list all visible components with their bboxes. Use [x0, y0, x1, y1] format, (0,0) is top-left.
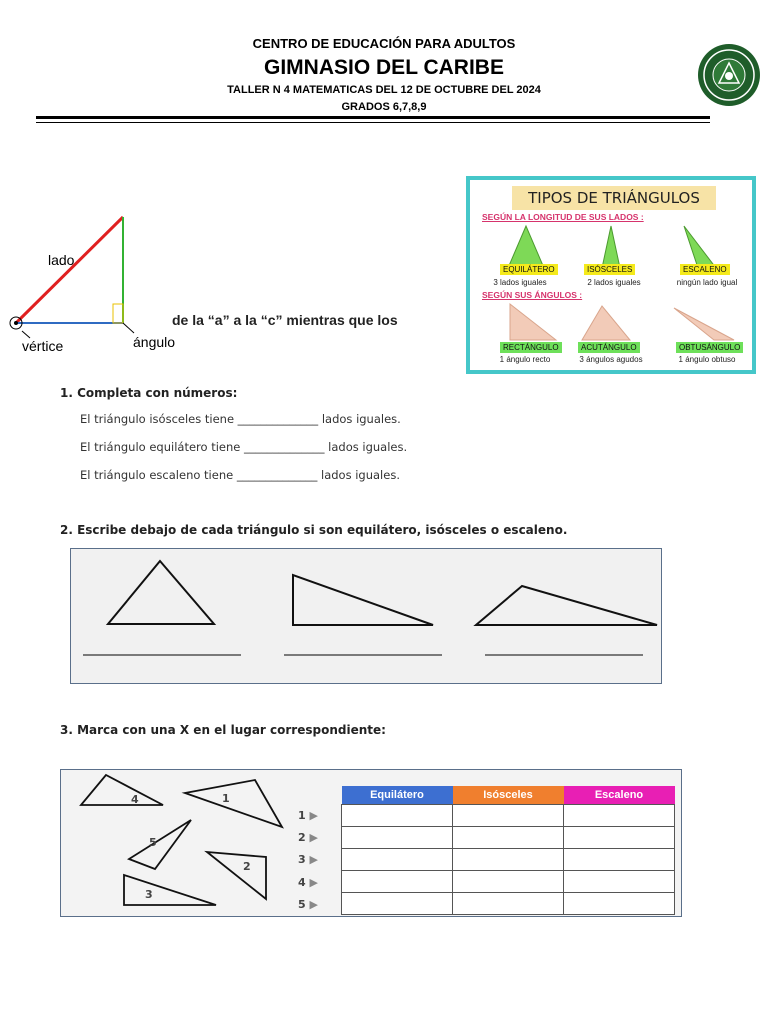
answer-cell[interactable]: [453, 871, 564, 893]
angle-label: ángulo: [133, 334, 176, 350]
row-number-1: 1 ▶: [298, 809, 318, 822]
row-number-5: 5 ▶: [298, 898, 318, 911]
ex3-triangle-4: [81, 775, 163, 805]
tag-acute: ACUTÁNGULO: [578, 342, 640, 353]
table-row: [342, 827, 675, 849]
exercise3-title: 3. Marca con una X en el lugar correspondiente:: [60, 723, 386, 737]
ex3-triangle-label-3: 3: [145, 888, 153, 901]
desc-acute: 3 ángulos agudos: [579, 355, 643, 364]
answer-cell[interactable]: [342, 827, 453, 849]
ex2-triangle-2: [293, 575, 433, 625]
ex3-triangle-label-4: 4: [131, 793, 139, 806]
col-header-isosceles: Isósceles: [453, 786, 564, 805]
answer-cell[interactable]: [564, 871, 675, 893]
col-header-scalene: Escaleno: [564, 786, 675, 805]
poster-by-sides: SEGÚN LA LONGITUD DE SUS LADOS :: [482, 212, 644, 222]
right-triangle-shape: [510, 304, 556, 340]
answer-cell[interactable]: [342, 805, 453, 827]
ex3-triangle-label-5: 5: [149, 836, 157, 849]
desc-obtuse: 1 ángulo obtuso: [678, 355, 736, 364]
obtuse-triangle-shape: [674, 308, 734, 340]
desc-equilateral: 3 lados iguales: [493, 278, 547, 287]
exercise1-line-3: El triángulo escaleno tiene ______________ lados iguales.: [80, 468, 400, 482]
scalene-shape: [684, 226, 716, 268]
exercise2-title: 2. Escribe debajo de cada triángulo si son equilátero, isósceles o escaleno.: [60, 523, 568, 537]
ex2-triangle-1: [108, 561, 214, 624]
ex3-triangle-label-2: 2: [243, 860, 251, 873]
school-logo: [697, 43, 761, 107]
answer-cell[interactable]: [342, 849, 453, 871]
desc-isosceles: 2 lados iguales: [587, 278, 641, 287]
tag-scalene: ESCALENO: [680, 264, 730, 275]
exercise2-panel: [70, 548, 662, 684]
answer-cell[interactable]: [453, 827, 564, 849]
tag-obtuse: OBTUSÁNGULO: [676, 342, 743, 353]
exercise1-line-2: El triángulo equilátero tiene ______________ lados iguales.: [80, 440, 408, 454]
fragment-text: de la “a” a la “c” mientras que los: [172, 312, 398, 328]
side-line: [16, 217, 123, 323]
answer-cell[interactable]: [564, 827, 675, 849]
acute-triangle-shape: [582, 306, 630, 340]
row-number-2: 2 ▶: [298, 831, 318, 844]
table-row: [342, 805, 675, 827]
answer-cell[interactable]: [564, 805, 675, 827]
ex2-triangle-3: [476, 586, 657, 625]
table-row: [342, 871, 675, 893]
header-rule-thick: [36, 116, 710, 119]
school-name: GIMNASIO DEL CARIBE: [264, 56, 504, 79]
ex3-triangle-5: [129, 820, 191, 869]
tag-isosceles: ISÓSCELES: [584, 264, 635, 275]
triangle-types-poster: [466, 176, 756, 374]
equilateral-shape: [508, 226, 544, 268]
answer-cell[interactable]: [453, 849, 564, 871]
ex3-triangle-3: [124, 875, 216, 905]
exercise1-line-1: El triángulo isósceles tiene ______________ lados iguales.: [80, 412, 401, 426]
exercise2-triangles: [71, 549, 661, 683]
institution-name: CENTRO DE EDUCACIÓN PARA ADULTOS: [252, 36, 516, 51]
ex3-triangle-1: [185, 780, 282, 827]
tag-right: RECTÁNGULO: [500, 342, 562, 353]
angle-type-triangles: [470, 300, 752, 346]
answer-cell[interactable]: [342, 871, 453, 893]
right-angle-mark: [113, 304, 123, 323]
vertex-label: vértice: [22, 338, 64, 354]
workshop-title: TALLER N 4 MATEMATICAS DEL 12 DE OCTUBRE DEL 2024: [227, 84, 541, 96]
poster-by-angles: SEGÚN SUS ÁNGULOS :: [482, 290, 583, 300]
isosceles-shape: [602, 226, 620, 268]
answer-cell[interactable]: [453, 893, 564, 915]
answer-cell[interactable]: [564, 849, 675, 871]
desc-scalene: ningún lado igual: [676, 278, 738, 287]
row-number-4: 4 ▶: [298, 876, 318, 889]
header-rule-thin: [36, 122, 710, 123]
ex3-triangle-2: [207, 852, 266, 899]
answer-cell[interactable]: [564, 893, 675, 915]
tag-equilateral: EQUILÁTERO: [500, 264, 558, 275]
col-header-equilateral: Equilátero: [342, 786, 453, 805]
answer-cell[interactable]: [342, 893, 453, 915]
table-row: [342, 849, 675, 871]
table-row: [342, 893, 675, 915]
side-label: lado: [48, 252, 75, 268]
exercise1-title: 1. Completa con números:: [60, 386, 238, 400]
ex3-triangle-label-1: 1: [222, 792, 230, 805]
answer-cell[interactable]: [453, 805, 564, 827]
desc-right: 1 ángulo recto: [499, 355, 551, 364]
classification-table: [341, 786, 675, 915]
grades-label: GRADOS 6,7,8,9: [341, 101, 427, 113]
poster-title: TIPOS DE TRIÁNGULOS: [512, 186, 716, 210]
row-number-3: 3 ▶: [298, 853, 318, 866]
